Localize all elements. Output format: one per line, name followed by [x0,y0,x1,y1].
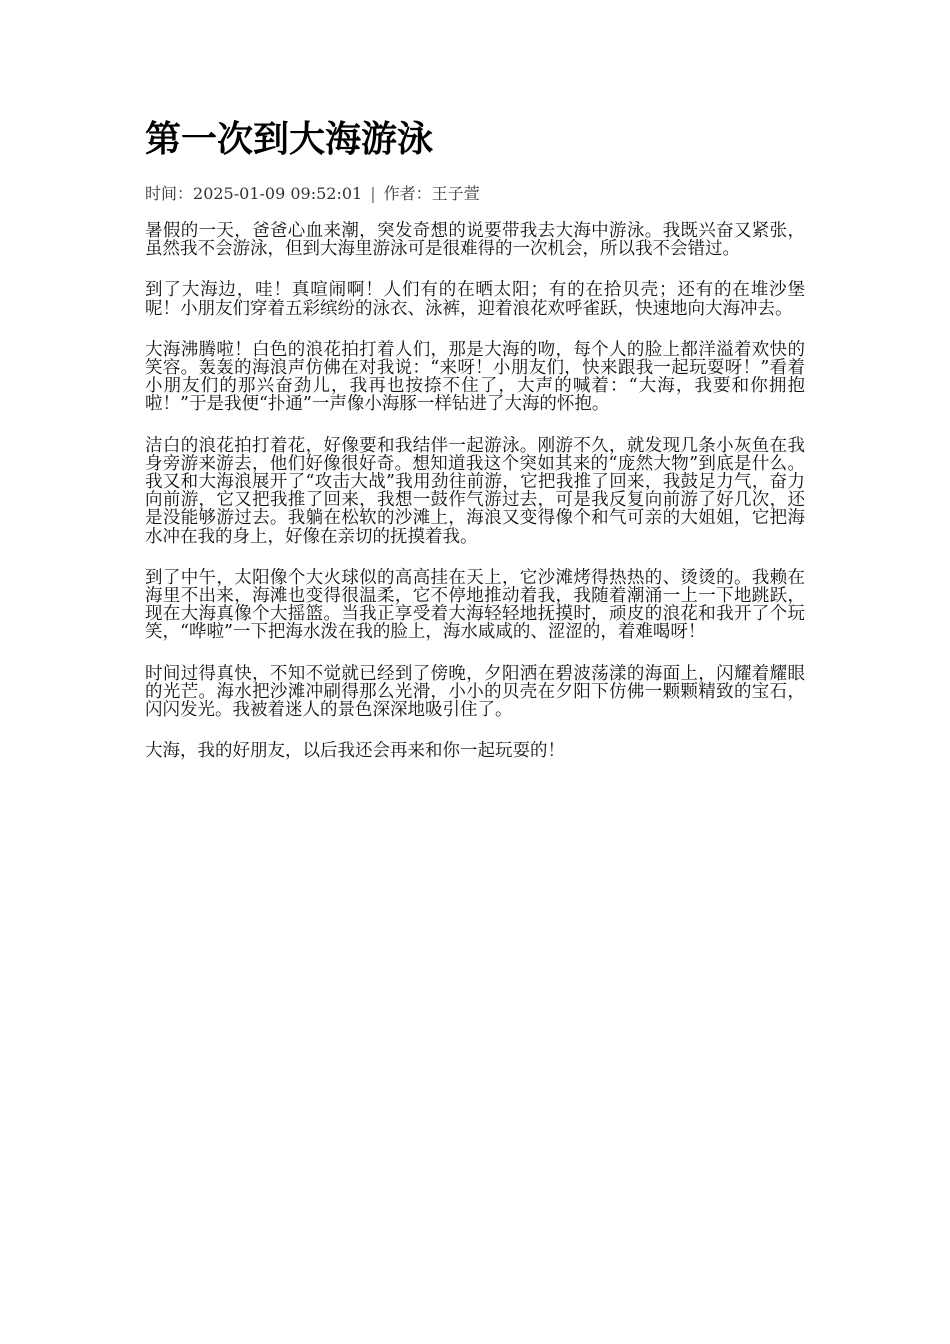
article-body [145,222,805,760]
paragraph: 洁白的浪花拍打着花，好像要和我结伴一起游泳。刚游不久，就发现几条小灰鱼在我身旁游来游去，他们好像很好奇。想知道我这个突如其来的“庞然大物”到底是什么。我又和大海浪展开了“攻击大战”我用劲往前游，它把我推了回来，我鼓足力气，奋力向前游，它又把我推了回来，我想一鼓作气游过去，可是我反复向前游了好几次，还是没能够游过去。我躺在松软的沙滩上，海浪又变得像个和气可亲的大姐姐，它把海水冲在我的身上，好像在亲切的抚摸着我。 [145,435,805,547]
article [145,112,805,783]
author-value: 王子萱 [431,184,480,203]
paragraph: 大海沸腾啦！白色的浪花拍打着人们，那是大海的吻，每个人的脸上都洋溢着欢快的笑容。轰轰的海浪声仿佛在对我说：“来呀！小朋友们，快来跟我一起玩耍呀！”看着小朋友们的那兴奋劲儿，我再也按捺不住了，大声的喊着：“大海，我要和你拥抱啦！”于是我便“扑通”一声像小海豚一样钻进了大海的怀抱。 [145,339,805,415]
time-value: 2025-01-09 09:52:01 [193,184,363,203]
paragraph: 到了大海边，哇！真喧闹啊！人们有的在晒太阳；有的在拾贝壳；还有的在堆沙堡呢！小朋友们穿着五彩缤纷的泳衣、泳裤，迎着浪花欢呼雀跃，快速地向大海冲去。 [145,280,805,319]
paragraph: 时间过得真快，不知不觉就已经到了傍晚，夕阳洒在碧波荡漾的海面上，闪耀着耀眼的光芒。海水把沙滩冲刷得那么光滑，小小的贝壳在夕阳下仿佛一颗颗精致的宝石，闪闪发光。我被着迷人的景色深深地吸引住了。 [145,663,805,721]
paragraph: 暑假的一天，爸爸心血来潮，突发奇想的说要带我去大海中游泳。我既兴奋又紧张，虽然我不会游泳，但到大海里游泳可是很难得的一次机会，所以我不会错过。 [145,221,805,260]
paragraph: 大海，我的好朋友，以后我还会再来和你一起玩耍的！ [145,741,565,762]
article-meta [145,184,805,204]
time-label: 时间： [145,184,194,203]
article-title: 第一次到大海游泳 [145,119,434,160]
paragraph: 到了中午，太阳像个大火球似的高高挂在天上，它沙滩烤得热热的、烫烫的。我赖在海里不出来，海滩也变得很温柔，它不停地推动着我，我随着潮涌一上一下地跳跃，现在大海真像个大摇篮。当我正享受着大海轻轻地抚摸时，顽皮的浪花和我开了个玩笑，“哗啦”一下把海水泼在我的脸上，海水咸咸的、涩涩的，着难喝呀！ [145,567,805,643]
meta-separator: | [370,184,376,203]
author-label: 作者： [383,184,432,203]
